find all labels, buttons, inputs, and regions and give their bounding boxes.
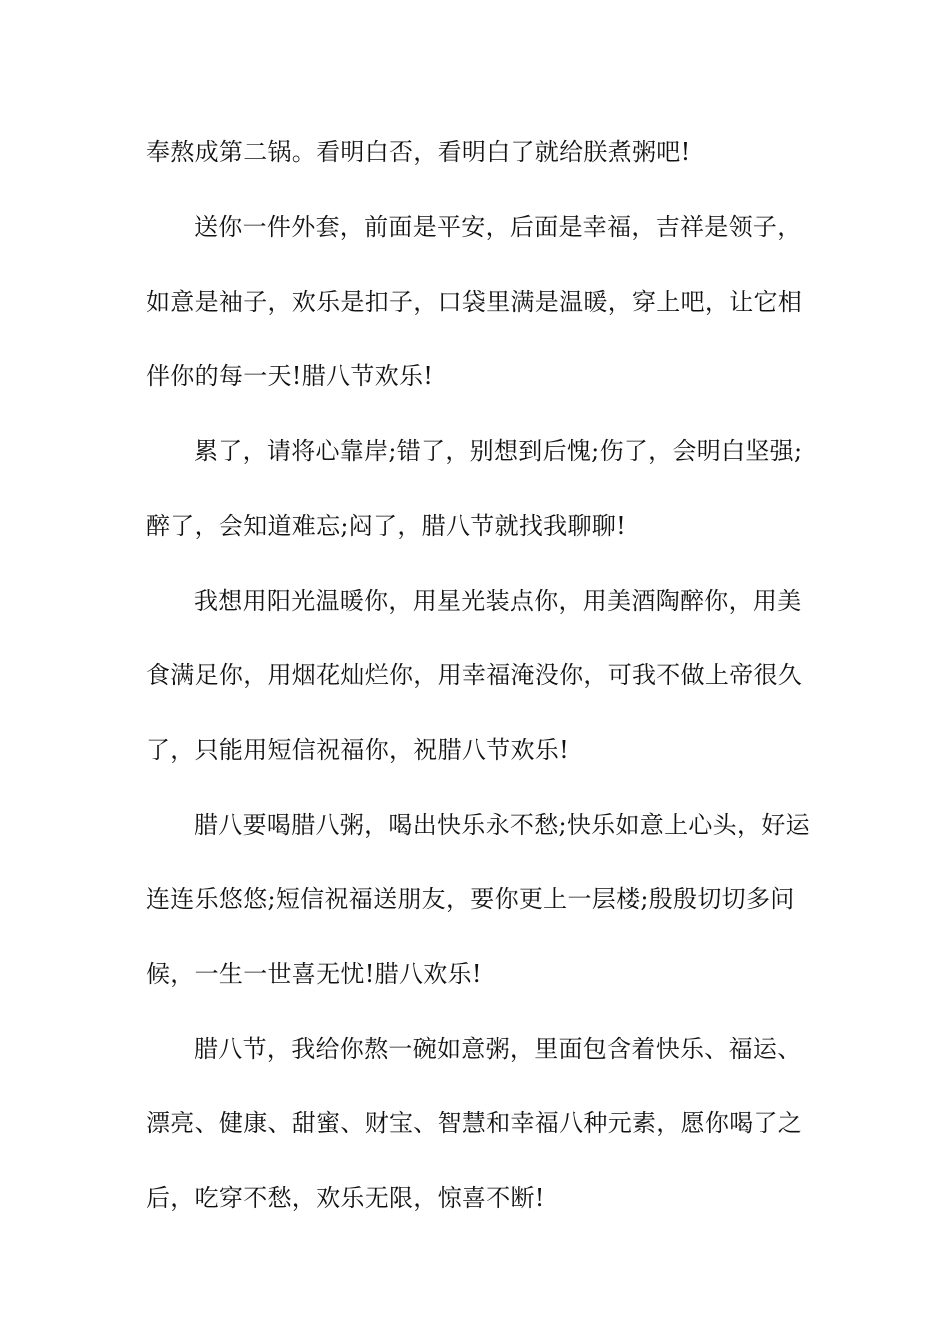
paragraph-first-line: 我想用阳光温暖你，用星光装点你，用美酒陶醉你，用美: [194, 587, 802, 615]
text-line: 候，一生一世喜无忧!腊八欢乐!: [146, 960, 482, 988]
text-line: 了，只能用短信祝福你，祝腊八节欢乐!: [146, 736, 570, 764]
paragraph-first-line: 累了，请将心靠岸;错了，别想到后愧;伤了，会明白坚强;: [194, 437, 803, 465]
text-line: 奉熬成第二锅。看明白否，看明白了就给朕煮粥吧!: [146, 138, 691, 166]
text-line: 后，吃穿不愁，欢乐无限，惊喜不断!: [146, 1184, 545, 1212]
text-line: 连连乐悠悠;短信祝福送朋友，要你更上一层楼;殷殷切切多问: [146, 885, 795, 913]
paragraph-first-line: 送你一件外套，前面是平安，后面是幸福，吉祥是领子，: [194, 213, 802, 241]
paragraph-first-line: 腊八要喝腊八粥，喝出快乐永不愁;快乐如意上心头，好运: [194, 811, 810, 839]
text-line: 漂亮、健康、甜蜜、财宝、智慧和幸福八种元素，愿你喝了之: [146, 1109, 803, 1137]
text-line: 如意是袖子，欢乐是扣子，口袋里满是温暖，穿上吧，让它相: [146, 288, 803, 316]
text-line: 醉了，会知道难忘;闷了，腊八节就找我聊聊!: [146, 512, 627, 540]
text-line: 食满足你，用烟花灿烂你，用幸福淹没你，可我不做上帝很久: [146, 661, 803, 689]
paragraph-first-line: 腊八节，我给你熬一碗如意粥，里面包含着快乐、福运、: [194, 1035, 802, 1063]
text-line: 伴你的每一天!腊八节欢乐!: [146, 362, 434, 390]
